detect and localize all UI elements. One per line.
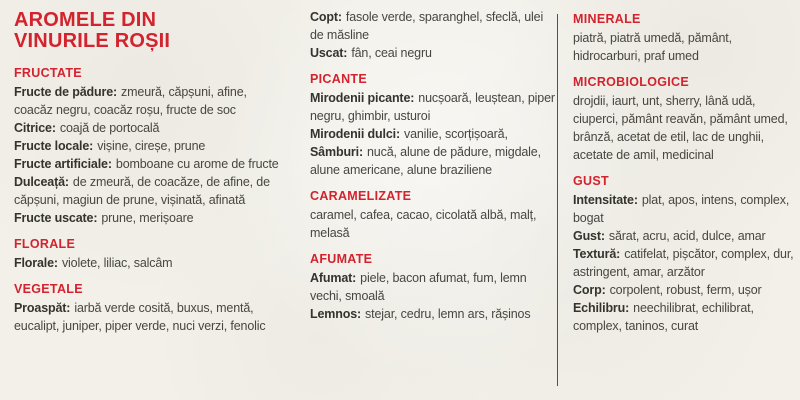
section-heading: VEGETALE bbox=[14, 282, 83, 296]
entry bbox=[310, 89, 556, 125]
column-middle bbox=[310, 8, 556, 323]
section-heading: AFUMATE bbox=[310, 252, 373, 266]
entry-text: iarbă verde cosită, buxus, mentă, eucalipt, juniper, piper verde, nuci verzi, fenolic bbox=[14, 301, 266, 333]
page-title-line1: AROMELE DIN bbox=[14, 9, 157, 31]
entry-text: plat, apos, intens, complex, bogat bbox=[573, 193, 790, 225]
entry-label: Fructe uscate: bbox=[14, 211, 98, 225]
entry bbox=[14, 209, 286, 227]
entry-label: Copt: bbox=[310, 10, 342, 24]
entry-text: fân, ceai negru bbox=[351, 46, 432, 60]
section-heading: GUST bbox=[573, 174, 609, 188]
entry bbox=[14, 83, 286, 119]
entry-text: piatră, piatră umedă, pământ, hidrocarburi, praf umed bbox=[573, 31, 732, 63]
section-vegetale-continued bbox=[310, 8, 556, 62]
entry-text: drojdii, iaurt, unt, sherry, lână udă, ciuperci, pământ reavăn, pământ umed, brânză, acetat de etil, lac de unghii, acetate de amil, medicinal bbox=[573, 94, 788, 162]
entry bbox=[573, 29, 794, 65]
section-heading: PICANTE bbox=[310, 72, 367, 86]
section-vegetale bbox=[14, 282, 286, 335]
entry-text: nucă, alune de pădure, migdale, alune americane, alune braziliene bbox=[310, 145, 541, 177]
entry bbox=[573, 281, 794, 299]
entry bbox=[310, 269, 556, 305]
section-florale bbox=[14, 237, 286, 272]
entry bbox=[14, 173, 286, 209]
column-left bbox=[14, 8, 286, 335]
entry bbox=[14, 119, 286, 137]
entry-text: caramel, cafea, cacao, cicolată albă, malț, melasă bbox=[310, 208, 537, 240]
entry-text: vanilie, scorțișoară, bbox=[403, 127, 508, 141]
section-afumate bbox=[310, 252, 556, 323]
vertical-divider bbox=[557, 14, 558, 386]
section-heading: MICROBIOLOGICE bbox=[573, 75, 690, 89]
section-caramelizate bbox=[310, 189, 556, 242]
section-heading: CARAMELIZATE bbox=[310, 189, 412, 203]
entry-text: prune, merișoare bbox=[101, 211, 194, 225]
entry bbox=[310, 125, 556, 143]
entry-text: coajă de portocală bbox=[59, 121, 160, 135]
page-title-line2: VINURILE ROȘII bbox=[14, 30, 171, 52]
entry-text: corpolent, robust, ferm, ușor bbox=[609, 283, 762, 297]
section-fructate bbox=[14, 66, 286, 227]
entry-text: catifelat, pișcător, complex, dur, astringent, amar, arzător bbox=[573, 247, 794, 279]
entry bbox=[573, 245, 794, 281]
entry bbox=[573, 92, 794, 164]
entry-label: Dulceață: bbox=[14, 175, 69, 189]
section-heading: FLORALE bbox=[14, 237, 76, 251]
entry bbox=[573, 191, 794, 227]
section-heading: FRUCTATE bbox=[14, 66, 82, 80]
page-title bbox=[14, 10, 286, 52]
entry bbox=[310, 305, 556, 323]
section-gust bbox=[573, 174, 794, 335]
section-picante bbox=[310, 72, 556, 179]
entry bbox=[14, 254, 286, 272]
section-microbiologice bbox=[573, 75, 794, 164]
entry-label: Sâmburi: bbox=[310, 145, 363, 159]
entry bbox=[573, 227, 794, 245]
entry-text: nucșoară, leuștean, piper negru, ghimbir, usturoi bbox=[310, 91, 555, 123]
entry-label: Mirodenii picante: bbox=[310, 91, 415, 105]
entry bbox=[14, 155, 286, 173]
section-minerale bbox=[573, 12, 794, 65]
entry-label: Citrice: bbox=[14, 121, 56, 135]
column-right bbox=[573, 8, 794, 335]
entry-text: neechilibrat, echilibrat, complex, taninos, curat bbox=[573, 301, 754, 333]
entry-label: Uscat: bbox=[310, 46, 348, 60]
entry bbox=[14, 299, 286, 335]
entry-text: violete, liliac, salcâm bbox=[61, 256, 173, 270]
entry-label: Mirodenii dulci: bbox=[310, 127, 400, 141]
entry bbox=[310, 143, 556, 179]
entry-text: piele, bacon afumat, fum, lemn vechi, smoală bbox=[310, 271, 527, 303]
entry-text: fasole verde, sparanghel, sfeclă, ulei de măsline bbox=[310, 10, 544, 42]
entry-label: Echilibru: bbox=[573, 301, 630, 315]
entry-label: Corp: bbox=[573, 283, 606, 297]
entry bbox=[310, 44, 556, 62]
entry-label: Fructe locale: bbox=[14, 139, 94, 153]
entry-label: Gust: bbox=[573, 229, 605, 243]
entry bbox=[573, 299, 794, 335]
entry-label: Fructe artificiale: bbox=[14, 157, 112, 171]
entry-label: Intensitate: bbox=[573, 193, 638, 207]
entry-label: Afumat: bbox=[310, 271, 357, 285]
entry-text: vișine, cireșe, prune bbox=[97, 139, 206, 153]
entry-label: Florale: bbox=[14, 256, 58, 270]
entry-text: zmeură, căpșuni, afine, coacăz negru, coacăz roșu, fructe de soc bbox=[14, 85, 247, 117]
section-heading: MINERALE bbox=[573, 12, 641, 26]
entry-text: bomboane cu arome de fructe bbox=[115, 157, 279, 171]
entry bbox=[310, 206, 556, 242]
entry-label: Lemnos: bbox=[310, 307, 362, 321]
entry-text: de zmeură, de coacăze, de afine, de căpșuni, magiun de prune, vișinată, afinată bbox=[14, 175, 270, 207]
entry-label: Textură: bbox=[573, 247, 621, 261]
entry bbox=[14, 137, 286, 155]
entry-label: Proaspăt: bbox=[14, 301, 71, 315]
entry-text: stejar, cedru, lemn ars, rășinos bbox=[365, 307, 531, 321]
entry bbox=[310, 8, 556, 44]
entry-label: Fructe de pădure: bbox=[14, 85, 118, 99]
entry-text: sărat, acru, acid, dulce, amar bbox=[608, 229, 766, 243]
